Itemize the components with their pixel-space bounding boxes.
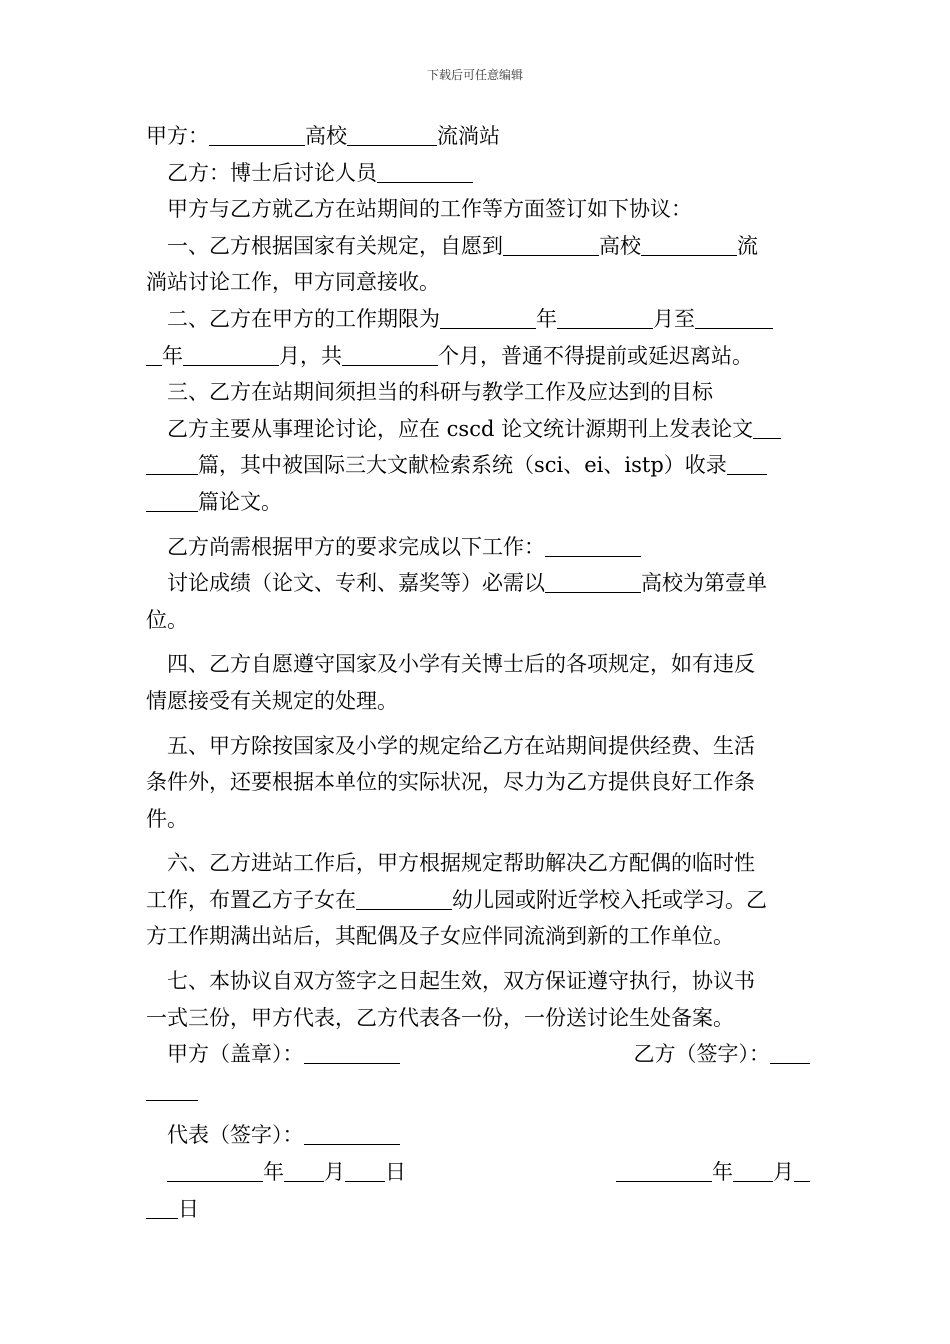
blank-field (794, 1159, 810, 1182)
blank-field (770, 1041, 810, 1064)
blank-field (641, 233, 737, 256)
date-right (616, 1154, 810, 1191)
date-cont (146, 1191, 810, 1228)
text: 甲方（盖章）： (167, 1042, 304, 1067)
text: 高校 (305, 124, 347, 148)
blank-field (545, 570, 641, 593)
blank-field (183, 343, 279, 366)
blank-field (753, 416, 781, 439)
text: 年 (162, 343, 183, 368)
page-header: 下载后可任意编辑 (426, 68, 523, 82)
blank-field (209, 123, 305, 146)
clause-1-cont: 淌站讨论工作，甲方同意接收。 (146, 270, 440, 295)
blank-field (146, 1196, 178, 1219)
party-a-seal (167, 1036, 400, 1073)
text: 月至 (653, 306, 695, 331)
blank-field (146, 343, 162, 366)
blank-field (727, 452, 767, 475)
text: 高校为第壹单 (641, 571, 767, 596)
blank-field (695, 306, 773, 329)
date-left (167, 1154, 406, 1191)
text: 个月，普通不得提前或延迟离站。 (438, 343, 753, 368)
clause-4-line: 四、乙方自愿遵守国家及小学有关博士后的各项规定，如有违反 (167, 652, 755, 677)
date-line (146, 1154, 810, 1191)
clause-7-line: 七、本协议自双方签字之日起生效，双方保证遵守执行，协议书 (167, 969, 755, 994)
text: 幼儿园或附近学校入托或学习。乙 (452, 887, 767, 912)
party-b-line (146, 155, 810, 192)
text: 乙方尚需根据甲方的要求完成以下工作： (167, 534, 545, 559)
clause-6-end: 方工作期满出站后，其配偶及子女应伴同流淌到新的工作单位。 (146, 924, 734, 949)
clause-5-line: 五、甲方除按国家及小学的规定给乙方在站期间提供经费、生活 (167, 733, 755, 758)
text: 月，共 (279, 343, 342, 368)
blank-field (616, 1159, 712, 1182)
clause-3-detail-end (146, 484, 810, 521)
party-a-line (146, 118, 810, 155)
blank-field (503, 233, 599, 256)
text: 乙方（签字）： (633, 1042, 770, 1067)
blank-field (304, 1122, 400, 1145)
text: 年 (536, 306, 557, 331)
blank-field (545, 534, 641, 557)
text: 代表（签字）： (167, 1123, 304, 1148)
blank-field (146, 1078, 198, 1101)
text: 日 (385, 1160, 406, 1185)
party-b-sign (634, 1036, 811, 1073)
text: 年 (712, 1160, 733, 1185)
text: 年 (263, 1160, 284, 1185)
text: 乙方主要从事理论讨论，应在 cscd 论文统计源期刊上发表论文 (167, 416, 754, 441)
blank-field (440, 306, 536, 329)
clause-3-line: 三、乙方在站期间须担当的科研与教学工作及应达到的目标 (167, 380, 713, 405)
text: 日 (178, 1196, 199, 1221)
results-cont: 位。 (146, 607, 188, 632)
extra-work-line (146, 529, 810, 566)
text: 甲方： (146, 124, 209, 148)
clause-2-cont (146, 338, 810, 375)
clause-6-cont (146, 882, 810, 919)
text: 二、乙方在甲方的工作期限为 (167, 306, 440, 331)
blank-field (304, 1041, 400, 1064)
text: 篇，其中被国际三大文献检索系统（sci、ei、istp）收录 (198, 453, 727, 478)
clause-4-cont: 情愿接受有关规定的处理。 (146, 688, 398, 713)
text: 高校 (599, 233, 641, 258)
agreement-body (146, 118, 810, 1227)
text: 月 (773, 1160, 794, 1185)
blank-field (356, 887, 452, 910)
text: 篇论文。 (198, 489, 282, 514)
clause-5-end: 件。 (146, 806, 188, 831)
text: 月 (324, 1160, 345, 1185)
clause-3-detail-cont (146, 447, 810, 484)
clause-7-cont: 一式三份，甲方代表，乙方代表各一份，一份送讨论生处备案。 (146, 1005, 734, 1030)
text: 流 (737, 233, 758, 258)
clause-3-detail (146, 411, 810, 448)
clause-1-line (146, 228, 810, 265)
blank-field (345, 1159, 385, 1182)
text: 一、乙方根据国家有关规定，自愿到 (167, 233, 503, 258)
text: 工作，布置乙方子女在 (146, 887, 356, 912)
signature-line (146, 1036, 810, 1073)
clause-6-line: 六、乙方进站工作后，甲方根据规定帮助解决乙方配偶的临时性 (167, 851, 755, 876)
text: 乙方：博士后讨论人员 (167, 160, 377, 185)
text: 讨论成绩（论文、专利、嘉奖等）必需以 (167, 571, 545, 596)
signature-cont (146, 1073, 810, 1110)
blank-field (284, 1159, 324, 1182)
blank-field (347, 123, 437, 146)
results-line (146, 565, 810, 602)
blank-field (146, 489, 198, 512)
blank-field (377, 160, 473, 183)
blank-field (167, 1159, 263, 1182)
clause-5-cont: 条件外，还要根据本单位的实际状况，尽力为乙方提供良好工作条 (146, 770, 755, 795)
blank-field (557, 306, 653, 329)
blank-field (733, 1159, 773, 1182)
blank-field (342, 343, 438, 366)
clause-2-line (146, 301, 810, 338)
intro-line: 甲方与乙方就乙方在站期间的工作等方面签订如下协议： (167, 197, 692, 222)
text: 流淌站 (437, 124, 500, 148)
representative-line (146, 1117, 810, 1154)
blank-field (146, 452, 198, 475)
